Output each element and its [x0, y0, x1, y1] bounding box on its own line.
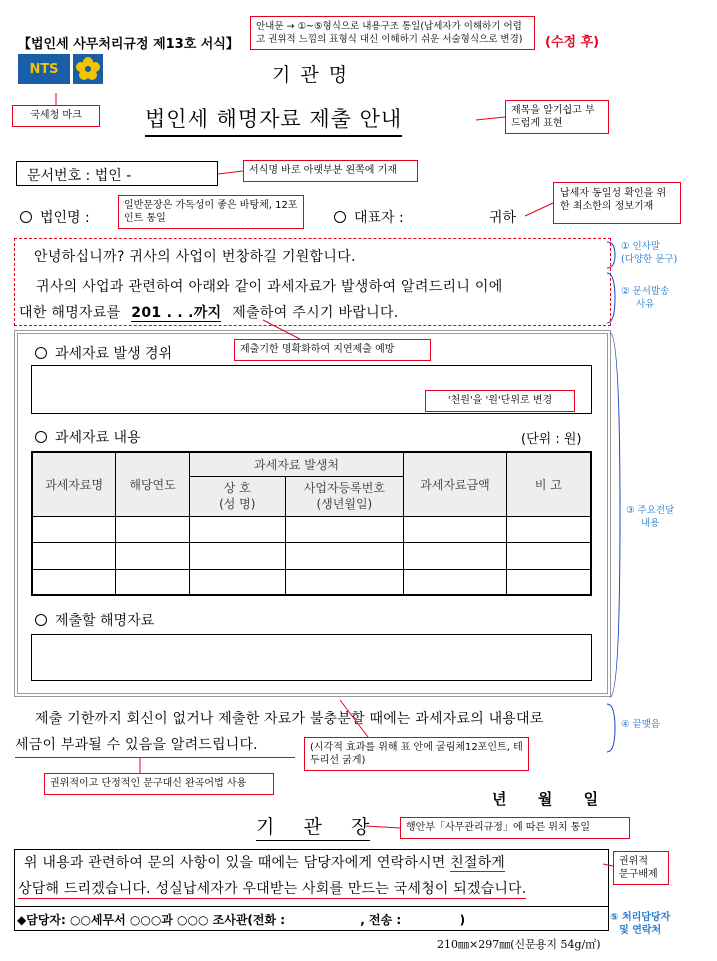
section-explanation: 제출할 해명자료 — [35, 610, 154, 630]
corp-name-label: 법인명 : — [20, 207, 90, 227]
closing-underline — [15, 757, 295, 758]
contact-line2: 상담해 드리겠습니다. 성실납세자가 우대받는 사회를 만드는 국세청이 되겠습니다. — [18, 878, 526, 899]
col-year: 해당연도 — [116, 452, 190, 516]
connector-line — [476, 117, 505, 120]
logo-note: 국세청 마크 — [12, 105, 100, 127]
closing-line1: 제출 기한까지 회신이 없거나 제출한 자료가 불충분할 때에는 과세자료의 내용대로 — [35, 711, 544, 727]
signer-note: 행안부「사무관리규정」에 따른 위치 통일 — [400, 817, 630, 839]
tax-data-table — [31, 451, 592, 596]
manager-info: ◆담당자: ○○세무서 ○○○과 ○○○ 조사관(전화 : , 전송 : ) — [15, 906, 609, 931]
side-label-closing: ④ 끝맺음 — [621, 719, 661, 730]
col-amount: 과세자료금액 — [404, 452, 507, 516]
bullet-circle-icon — [35, 614, 47, 626]
doc-number: 문서번호 : 법인 - — [16, 161, 218, 186]
page-title: 법인세 해명자료 제출 안내 — [145, 103, 402, 137]
section-cause: 과세자료 발생 경위 — [35, 343, 172, 363]
connector-line — [525, 203, 553, 216]
bullet-circle-icon — [20, 211, 32, 223]
closing-line2: 세금이 부과될 수 있음을 알려드립니다. — [15, 737, 258, 753]
bullet-circle-icon — [35, 347, 47, 359]
logo-text: NTS — [29, 61, 59, 77]
closing-word-note: 권위적이고 단정적인 문구대신 완곡어법 사용 — [44, 773, 274, 795]
side-label-content: ③ 주요전달 내용 — [626, 505, 675, 529]
deadline-note: 제출기한 명확화하여 지연제출 예방 — [234, 339, 431, 361]
gothic-note: (시각적 효과를 위해 표 안에 굴림체12포인트, 테두리선 굵게) — [304, 737, 529, 771]
col-source: 과세자료 발생처 — [189, 452, 403, 476]
revision-note: 안내문 → ①~⑤형식으로 내용구조 통일(납세자가 이해하기 어렵고 권위적 느낌의 표형식 대신 이해하기 쉬운 서술형식으로 변경) — [250, 16, 535, 50]
honorific: 귀하 — [489, 210, 517, 226]
col-remarks: 비 고 — [506, 452, 591, 516]
side-label-contact: ⑤ 처리담당자 및 연락처 — [610, 912, 671, 936]
title-note: 제목을 알기쉽고 부드럽게 표현 — [505, 100, 609, 134]
col-tax-data-name: 과세자료명 — [32, 452, 116, 516]
greeting-line1: 안녕하십니까? 귀사의 사업이 번창하길 기원합니다. — [34, 249, 356, 265]
form-title: 【법인세 사무처리규정 제13호 서식】 — [18, 37, 239, 52]
table-row — [32, 516, 591, 542]
date-line: 년 월 일 — [492, 790, 599, 808]
greeting-line3: 대한 해명자료를 201 . . .까지 제출하여 주시기 바랍니다. — [19, 305, 399, 321]
table-row — [32, 569, 591, 595]
kindly-text: 친절하게 — [450, 855, 506, 871]
deadline-date: 201 . . .까지 — [131, 305, 222, 321]
revision-label: (수정 후) — [545, 35, 600, 50]
explanation-input-box[interactable] — [31, 634, 592, 681]
table-row — [32, 542, 591, 569]
footer-paper-size: 210㎜×297㎜(신문용지 54g/㎡) — [437, 938, 601, 951]
side-label-greeting: ① 인사말 (다양한 문구) — [621, 241, 678, 265]
doc-number-note: 서식명 바로 아랫부분 왼쪽에 기재 — [243, 160, 418, 182]
connector-line — [218, 171, 243, 174]
bullet-circle-icon — [35, 431, 47, 443]
col-regno: 사업자등록번호 (생년월일) — [285, 476, 404, 516]
greeting-line2: 귀사의 사업과 관련하여 아래와 같이 과세자료가 발생하여 알려드리니 이에 — [36, 279, 503, 295]
col-company: 상 호 (성 명) — [189, 476, 285, 516]
unit-label: (단위 : 원) — [521, 432, 582, 447]
nts-logo — [18, 54, 102, 84]
corp-note: 일반문장은 가독성이 좋은 바탕체, 12포인트 통일 — [118, 195, 304, 229]
agency-name: 기 관 명 — [272, 64, 350, 86]
contact-line1: 위 내용과 관련하여 문의 사항이 있을 때에는 담당자에게 연락하시면 친절하게 — [24, 855, 506, 871]
authority-note: 권위적 문구배제 — [613, 851, 669, 885]
representative-label: 대표자 : — [334, 207, 404, 227]
signer: 기 관 장 — [256, 812, 370, 841]
unit-note: '천원'을 '원'단위로 변경 — [425, 390, 575, 412]
bracket-content — [610, 333, 620, 697]
bullet-circle-icon — [334, 211, 346, 223]
connector-line — [366, 826, 400, 828]
side-label-reason: ② 문서발송 사유 — [621, 286, 670, 310]
section-content: 과세자료 내용 — [35, 427, 141, 447]
flower-icon — [73, 54, 103, 84]
bracket-closing — [607, 704, 615, 752]
representative-note: 납세자 동일성 확인을 위한 최소한의 정보기재 — [553, 182, 681, 224]
